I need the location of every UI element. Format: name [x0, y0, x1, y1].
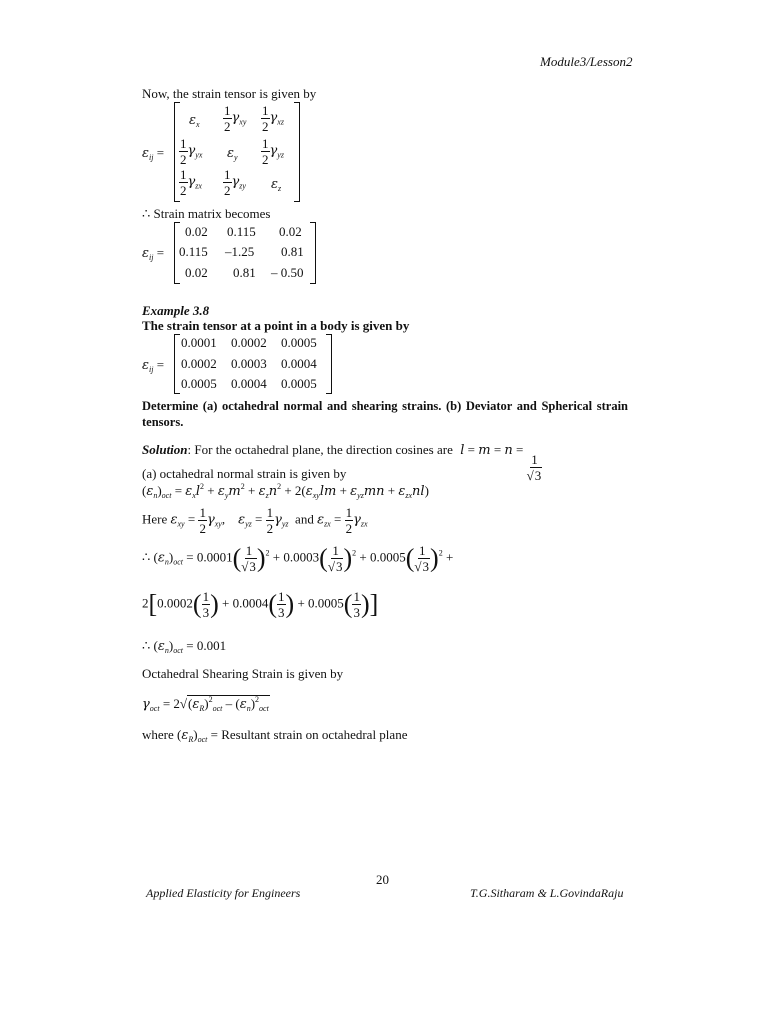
shear-strain-relations: Here $\varepsilon_{xy}$ = $\frac{1}{2}$ $\gamma_{xy}$, $\varepsilon_{yz}$ = $\frac{1}{2}$ $\gamma_{yz}$ and $\varepsilon_{zx}$ = $\frac{1}{2}$ $\gamma_{zx}$	[142, 505, 368, 536]
example-determine: Determine (a) octahedral normal and shearing strains. (b) Deviator and Spherical strain tensors.	[142, 399, 628, 429]
strain-matrix-lhs: $\varepsilon_{ij}$ =	[142, 245, 165, 262]
example-statement: The strain tensor at a point in a body is given by	[142, 318, 410, 333]
strain-tensor-intro: Now, the strain tensor is given by	[142, 86, 317, 101]
octahedral-normal-formula: $(\varepsilon_n)_{oct} = \varepsilon_xl^2 + \varepsilon_ym^2 + \varepsilon_zn^2 + 2(\varepsilon_{xy}lm + \varepsilon_{yz}mn + \varepsilon_{zx}nl)$	[142, 482, 429, 500]
strain-tensor-lhs: $\varepsilon_{ij}$ =	[142, 145, 165, 162]
footer-book-title: Applied Elasticity for Engineers	[146, 886, 301, 900]
page-number: 20	[376, 872, 389, 887]
octahedral-normal-result: ∴ $(\varepsilon_n)_{oct} = 0.001$	[142, 638, 227, 655]
computation-line-1: ∴ $(\varepsilon_n)_{oct} = 0.0001$( $\frac{1}{√3}$ )$^2$ + 0.0003( $\frac{1}{√3}$ )$^2$ + 0.0005( $\frac{1}{√3}$ )$^2$ +	[142, 543, 454, 574]
computation-line-2: 2[0.0002( $\frac{1}{3}$ ) + 0.0004( $\frac{1}{3}$ ) + 0.0005( $\frac{1}{3}$ )]	[142, 589, 379, 620]
resultant-strain-note: where $(\varepsilon_R)_{oct}$ = Resultant strain on octahedral plane	[142, 727, 408, 744]
running-header: Module3/Lesson2	[540, 54, 633, 69]
footer-authors: T.G.Sitharam & L.GovindaRaju	[470, 886, 624, 900]
example-title: Example 3.8	[142, 303, 210, 318]
example-matrix-lhs: $\varepsilon_{ij}$ =	[142, 357, 165, 374]
solution-line: Solution: For the octahedral plane, the direction cosines are l = m = n = $\frac{1}{√3}$	[142, 442, 542, 483]
shear-heading: Octahedral Shearing Strain is given by	[142, 666, 344, 681]
octahedral-shear-formula: $\gamma_{oct} = 2√(\varepsilon_R)^2_{oct} - (\varepsilon_n)^2_{oct}$	[142, 695, 269, 713]
strain-tensor-matrix: $\varepsilon_x$ $\frac{1}{2}$ $\gamma_{xy}$ $\frac{1}{2}$ $\gamma_{xz}$ $\frac{1}{2}$ $\gamma_{yx}$ $\varepsilon_y$ $\frac{1}{2}$ $\gamma_{yz}$ $\frac{1}{2}$ $\gamma_{zx}$ $\frac{1}{2}$ $\gamma_{zy}$ $\varepsilon_z$	[174, 102, 300, 202]
example-strain-matrix: 0.0001 0.0002 0.0005 0.0002 0.0003 0.0004 0.0005 0.0004 0.0005	[174, 334, 332, 394]
strain-matrix-intro: ∴ Strain matrix becomes	[142, 206, 271, 221]
part-a-heading: (a) octahedral normal strain is given by	[142, 466, 347, 481]
strain-matrix: 0.02 0.115 0.02 0.115 –1.25 0.81 0.02 0.81 – 0.50	[174, 222, 316, 284]
